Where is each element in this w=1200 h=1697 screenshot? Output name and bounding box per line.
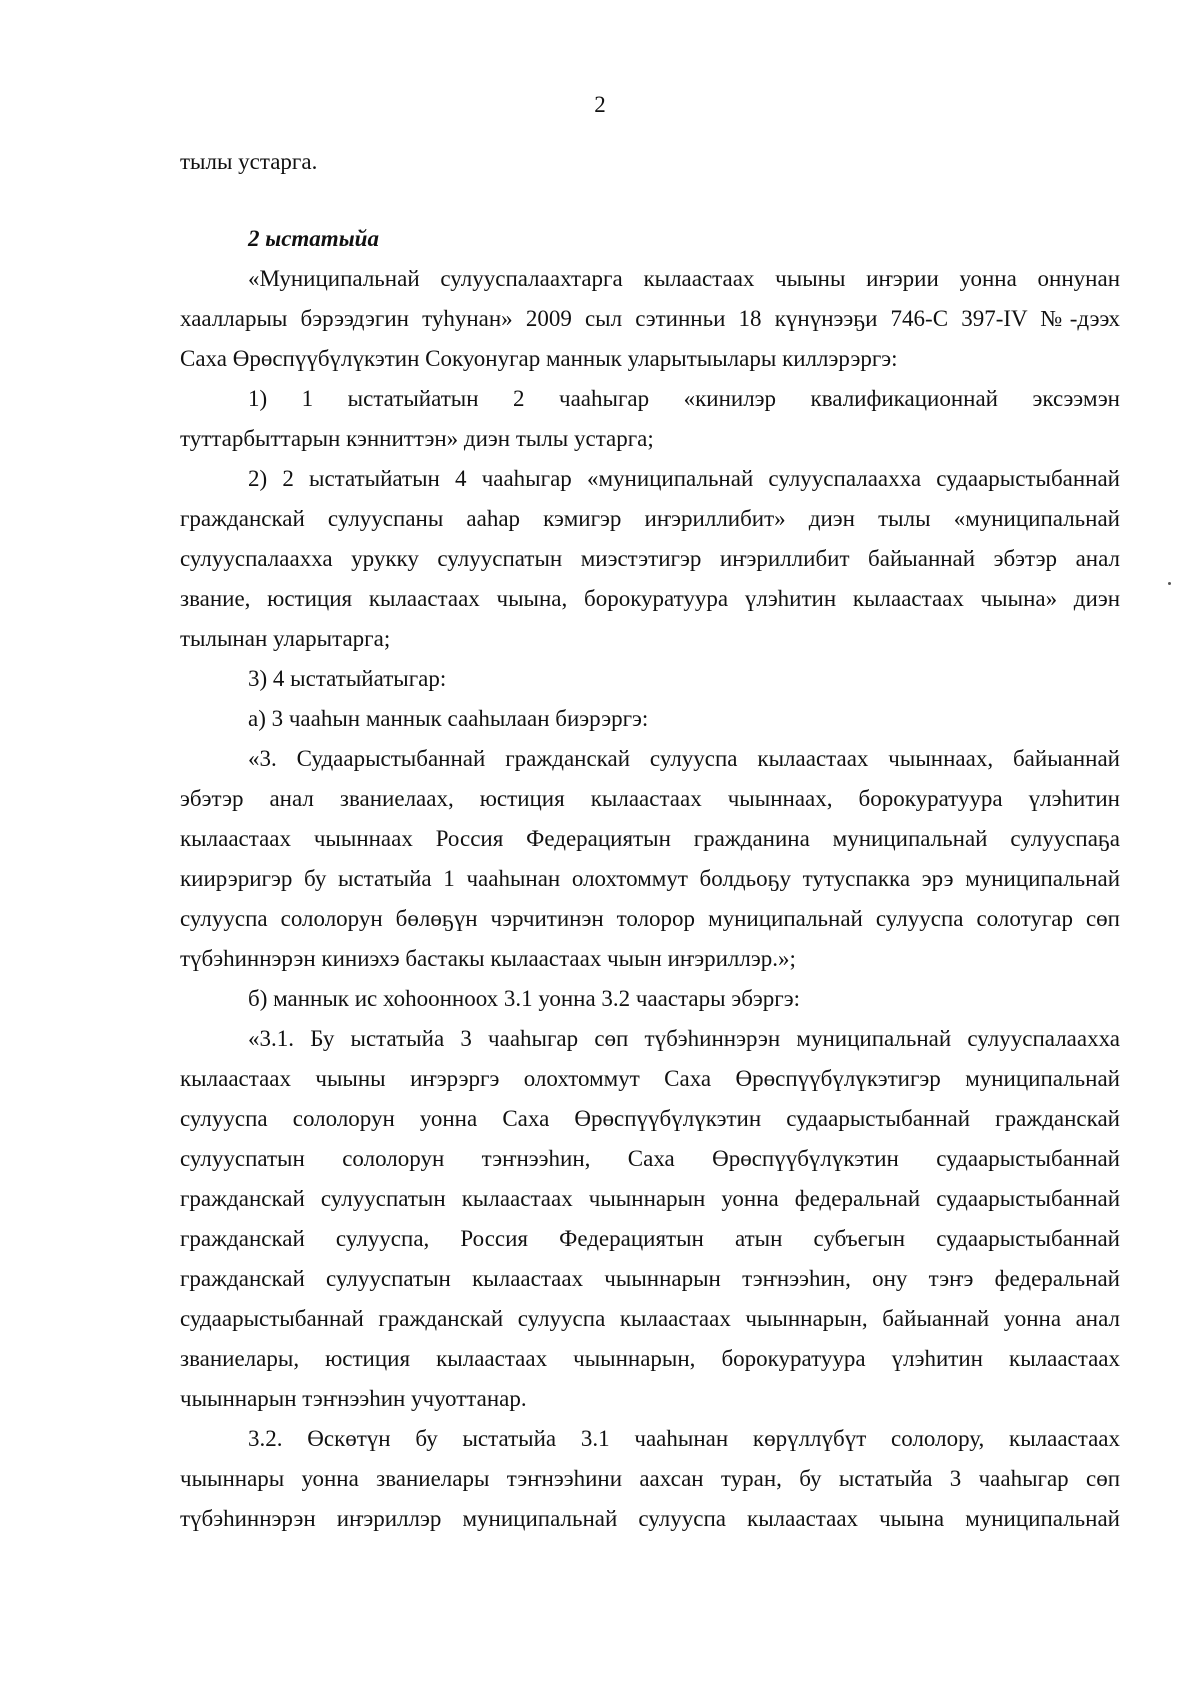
text-line: «3. Судаарыстыбаннай гражданскай сулууспа кылаастаах чыыннаах, байыаннай xyxy=(248,746,1120,771)
text-line: «3.1. Бу ыстатыйа 3 чааһыгар сөп түбэһиннэрэн муниципальнай сулууспалаахха xyxy=(248,1026,1120,1051)
text-line: звание, юстиция кылаастаах чыына, борокуратуура үлэһитин кылаастаах чыына» диэн xyxy=(180,586,1120,611)
text-line: тылынан уларытарга; xyxy=(180,626,391,651)
text-line: хаалларыы бэрээдэгин туһунан» 2009 сыл сэтинньи 18 күнүнээҕи 746-С 397-IV №-дээх xyxy=(180,306,1120,331)
text-line: чыыннарын тэҥнээһин учуоттанар. xyxy=(180,1386,527,1411)
text-line: киирэригэр бу ыстатыйа 1 чааһынан олохтоммут болдьоҕу тутуспакка эрэ муниципальнай xyxy=(180,866,1120,891)
text-line: гражданскай сулууспа, Россия Федерациятын атын субъегын судаарыстыбаннай xyxy=(180,1226,1120,1251)
text-line: а) 3 чааһын маннык сааһылаан биэрэргэ: xyxy=(248,706,649,731)
text-line: туттарбыттарын кэнниттэн» диэн тылы устарга; xyxy=(180,426,654,451)
text-line: 2) 2 ыстатыйатын 4 чааһыгар «муниципальнай сулууспалаахха судаарыстыбаннай xyxy=(248,466,1120,491)
text-line: гражданскай сулууспаны ааһар кэмигэр иҥэриллибит» диэн тылы «муниципальнай xyxy=(180,506,1120,531)
text-line: сулууспа сололорун уонна Саха Өрөспүүбүлүкэтин судаарыстыбаннай гражданскай xyxy=(180,1106,1120,1131)
article-heading: 2 ыстатыйа xyxy=(248,226,379,251)
margin-speck xyxy=(1168,582,1171,585)
text-line: эбэтэр анал званиелаах, юстиция кылаастаах чыыннаах, борокуратуура үлэһитин xyxy=(180,786,1120,811)
text-line: чыыннары уонна званиелары тэҥнээһини аахсан туран, бу ыстатыйа 3 чааһыгар сөп xyxy=(180,1466,1120,1491)
text-line: түбэһиннэрэн иҥэриллэр муниципальнай сулууспа кылаастаах чыына муниципальнай xyxy=(180,1506,1120,1531)
text-line: Саха Өрөспүүбүлүкэтин Сокуонугар маннык уларытыылары киллэрэргэ: xyxy=(180,346,898,371)
text-line: сулууспалаахха урукку сулууспатын миэстэтигэр иҥэриллибит байыаннай эбэтэр анал xyxy=(180,546,1120,571)
paragraph-gap xyxy=(180,182,1120,219)
text-line: кылаастаах чыыннаах Россия Федерациятын гражданина муниципальнай сулууспаҕа xyxy=(180,826,1120,851)
text-line: түбэһиннэрэн киниэхэ бастакы кылаастаах чыын иҥэриллэр.»; xyxy=(180,946,796,971)
text-line: 1) 1 ыстатыйатын 2 чааһыгар «кинилэр квалификационнай эксээмэн xyxy=(248,386,1120,411)
text-line: «Муниципальнай сулууспалаахтарга кылаастаах чыыны иҥэрии уонна оннунан xyxy=(248,266,1120,291)
text-line: сулууспа сололорун бөлөҕүн чэрчитинэн толорор муниципальнай сулууспа солотугар сөп xyxy=(180,906,1120,931)
text-line: тылы устарга. xyxy=(180,149,318,174)
text-line: кылаастаах чыыны иҥэрэргэ олохтоммут Саха Өрөспүүбүлүкэтигэр муниципальнай xyxy=(180,1066,1120,1091)
page-number: 2 xyxy=(594,92,606,117)
text-line: 3) 4 ыстатыйатыгар: xyxy=(248,666,447,691)
text-line: гражданскай сулууспатын кылаастаах чыыннарын уонна федеральнай судаарыстыбаннай xyxy=(180,1186,1120,1211)
text-line: званиелары, юстиция кылаастаах чыыннарын, борокуратуура үлэһитин кылаастаах xyxy=(180,1346,1120,1371)
text-line: судаарыстыбаннай гражданскай сулууспа кылаастаах чыыннарын, байыаннай уонна анал xyxy=(180,1306,1120,1331)
text-line: 3.2. Өскөтүн бу ыстатыйа 3.1 чааһынан көрүллүбүт сололору, кылаастаах xyxy=(248,1426,1120,1451)
text-line: гражданскай сулууспатын кылаастаах чыыннарын тэҥнээһин, ону тэҥэ федеральнай xyxy=(180,1266,1120,1291)
document-body xyxy=(180,142,1120,1539)
text-line: сулууспатын сололорун тэҥнээһин, Саха Өрөспүүбүлүкэтин судаарыстыбаннай xyxy=(180,1146,1120,1171)
text-line: б) маннык ис хоһоонноох 3.1 уонна 3.2 чаастары эбэргэ: xyxy=(248,986,800,1011)
